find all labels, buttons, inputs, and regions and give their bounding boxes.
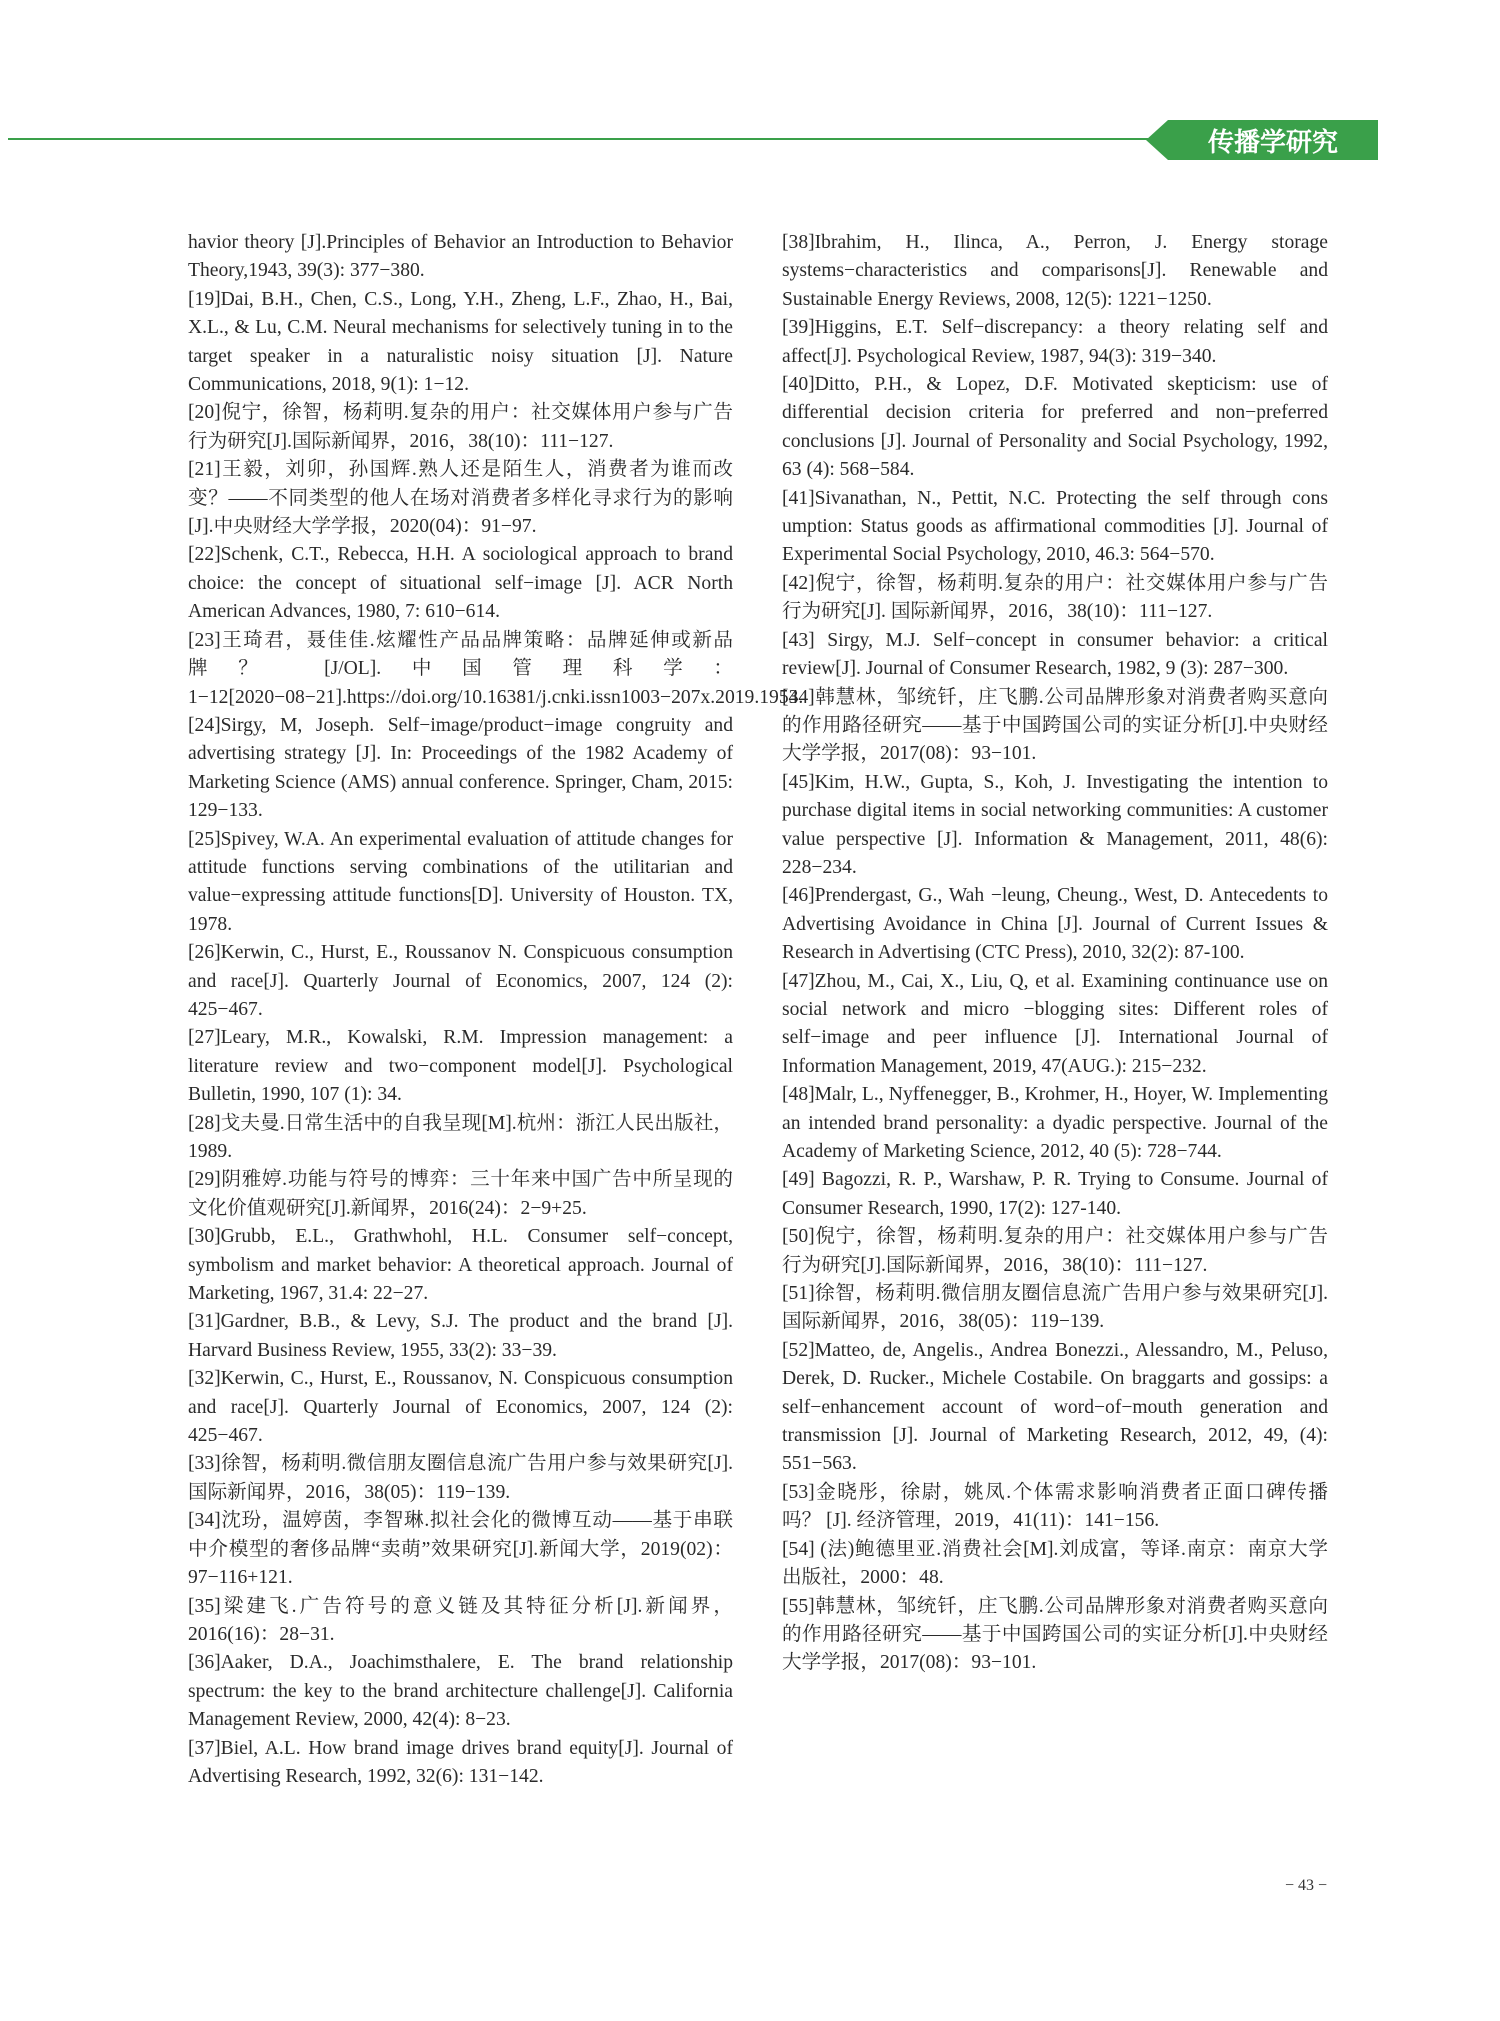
reference-entry: [52]Matteo, de, Angelis., Andrea Bonezzi., Alessandro, M., Peluso, Derek, D. Rucker., Michele Costabile. On braggarts and gossips: a self−enhancement account of word−of−mouth generation and transmission [J]. Journal of Marketing Research, 2012, 49, (4): 551−563.: [782, 1339, 1328, 1475]
header-rule: [8, 138, 1166, 140]
reference-entry: [23]王琦君，聂佳佳.炫耀性产品品牌策略：品牌延伸或新品牌？ [J/OL].中国管理科学：1−12[2020−08−21].https://doi.org/10.16381/j.cnki.issn1003−207x.2019.1953.: [188, 629, 804, 708]
reference-entry: [46]Prendergast, G., Wah −leung, Cheung., West, D. Antecedents to Advertising Avoidance in China [J]. Journal of Current Issues & Research in Advertising (CTC Press), 2010, 32(2): 87‐100.: [782, 885, 1328, 964]
reference-entry: [22]Schenk, C.T., Rebecca, H.H. A sociological approach to brand choice: the concept of situational self−image [J]. ACR North American Advances, 1980, 7: 610−614.: [188, 544, 733, 623]
references-right-column: [782, 229, 1328, 1678]
reference-entry: [42]倪宁，徐智，杨莉明.复杂的用户：社交媒体用户参与广告行为研究[J]. 国际新闻界，2016，38(10)：111−127.: [782, 572, 1328, 623]
section-tab: [1168, 120, 1378, 160]
reference-entry: [30]Grubb, E.L., Grathwhohl, H.L. Consumer self−concept, symbolism and market behavior: A theoretical approach. Journal of Marketing, 1967, 31.4: 22−27.: [188, 1226, 733, 1305]
section-title: 传播学研究: [1207, 127, 1338, 158]
reference-entry: [55]韩慧林，邹统钎，庄飞鹏.公司品牌形象对消费者购买意向的作用路径研究——基于中国跨国公司的实证分析[J].中央财经大学学报，2017(08)：93−101.: [782, 1595, 1328, 1674]
reference-entry: havior theory [J].Principles of Behavior an Introduction to Behavior Theory,1943, 39(3): 377−380.: [188, 232, 733, 282]
page-number: − 43 −: [1285, 1877, 1328, 1894]
reference-entry: [43] Sirgy, M.J. Self−concept in consumer behavior: a critical review[J]. Journal of Consumer Research, 1982, 9 (3): 287−300.: [782, 629, 1328, 680]
reference-entry: [41]Sivanathan, N., Pettit, N.C. Protecting the self through cons umption: Status goods as affirmational commodities [J]. Journal of Experimental Social Psychology, 2010, 46.3: 564−570.: [782, 487, 1328, 566]
reference-entry: [20]倪宁，徐智，杨莉明.复杂的用户：社交媒体用户参与广告行为研究[J].国际新闻界，2016，38(10)：111−127.: [188, 402, 733, 452]
reference-entry: [40]Ditto, P.H., & Lopez, D.F. Motivated skepticism: use of differential decision criteria for preferred and non−preferred conclusions [J]. Journal of Personality and Social Psychology, 1992, 63 (4): 568−584.: [782, 374, 1328, 481]
reference-entry: [53]金晓彤，徐尉，姚凤.个体需求影响消费者正面口碑传播吗？ [J]. 经济管理，2019，41(11)：141−156.: [782, 1481, 1328, 1532]
reference-entry: [19]Dai, B.H., Chen, C.S., Long, Y.H., Zheng, L.F., Zhao, H., Bai, X.L., & Lu, C.M. Neural mechanisms for selectively tuning in to the target speaker in a naturalistic noisy situation [J]. Nature Communications, 2018, 9(1): 1−12.: [188, 288, 733, 396]
reference-entry: [21]王毅，刘卯，孙国辉.熟人还是陌生人，消费者为谁而改变？——不同类型的他人在场对消费者多样化寻求行为的影响[J].中央财经大学学报，2020(04)：91−97.: [188, 459, 733, 538]
reference-entry: [45]Kim, H.W., Gupta, S., Koh, J. Investigating the intention to purchase digital items in social networking communities: A customer value perspective [J]. Information & Management, 2011, 48(6): 228−234.: [782, 771, 1328, 878]
reference-entry: [35]梁建飞.广告符号的意义链及其特征分析[J].新闻界，2016(16)：28−31.: [188, 1595, 733, 1645]
reference-entry: [33]徐智，杨莉明.微信朋友圈信息流广告用户参与效果研究[J].国际新闻界，2016，38(05)：119−139.: [188, 1453, 733, 1503]
reference-entry: [37]Biel, A.L. How brand image drives brand equity[J]. Journal of Advertising Research, 1992, 32(6): 131−142.: [188, 1737, 733, 1787]
reference-entry: [36]Aaker, D.A., Joachimsthalere, E. The brand relationship spectrum: the key to the brand architecture challenge[J]. California Management Review, 2000, 42(4): 8−23.: [188, 1652, 733, 1731]
reference-entry: [50]倪宁，徐智，杨莉明.复杂的用户：社交媒体用户参与广告行为研究[J].国际新闻界，2016，38(10)：111−127.: [782, 1226, 1328, 1276]
reference-entry: [38]Ibrahim, H., Ilinca, A., Perron, J. Energy storage systems−characteristics and comparisons[J]. Renewable and Sustainable Energy Reviews, 2008, 12(5): 1221−1250.: [782, 232, 1328, 310]
reference-entry: [24]Sirgy, M, Joseph. Self−image/product−image congruity and advertising strategy [J]. In: Proceedings of the 1982 Academy of Marketing Science (AMS) annual conference. Springer, Cham, 2015: 129−133.: [188, 714, 733, 822]
reference-entry: [39]Higgins, E.T. Self−discrepancy: a theory relating self and affect[J]. Psychological Review, 1987, 94(3): 319−340.: [782, 317, 1328, 367]
references-left-column: [188, 229, 804, 1791]
reference-entry: [28]戈夫曼.日常生活中的自我呈现[M].杭州：浙江人民出版社，1989.: [188, 1112, 733, 1162]
reference-entry: [26]Kerwin, C., Hurst, E., Roussanov N. Conspicuous consumption and race[J]. Quarterly Journal of Economics, 2007, 124 (2): 425−467.: [188, 942, 733, 1020]
reference-entry: [49] Bagozzi, R. P., Warshaw, P. R. Trying to Consume. Journal of Consumer Research, 1990, 17(2): 127‐140.: [782, 1169, 1328, 1219]
reference-entry: [44]韩慧林，邹统钎，庄飞鹏.公司品牌形象对消费者购买意向的作用路径研究——基于中国跨国公司的实证分析[J].中央财经大学学报，2017(08)：93−101.: [782, 686, 1328, 765]
reference-entry: [48]Malr, L., Nyffenegger, B., Krohmer, H., Hoyer, W. Implementing an intended brand personality: a dyadic perspective. Journal of the Academy of Marketing Science, 2012, 40 (5): 728−744.: [782, 1084, 1328, 1162]
reference-entry: [34]沈玢，温婷茵，李智琳.拟社会化的微博互动——基于串联中介模型的奢侈品牌“卖萌”效果研究[J].新闻大学，2019(02)：97−116+121.: [188, 1510, 734, 1589]
reference-entry: [27]Leary, M.R., Kowalski, R.M. Impression management: a literature review and two−component model[J]. Psychological Bulletin, 1990, 107 (1): 34.: [188, 1027, 733, 1106]
reference-entry: [51]徐智，杨莉明.微信朋友圈信息流广告用户参与效果研究[J].国际新闻界，2016，38(05)：119−139.: [782, 1283, 1328, 1333]
reference-entry: [47]Zhou, M., Cai, X., Liu, Q, et al. Examining continuance use on social network and micro −blogging sites: Different roles of self−image and peer influence [J]. International Journal of Information Management, 2019, 47(AUG.): 215−232.: [782, 970, 1328, 1077]
reference-entry: [54] (法)鲍德里亚.消费社会[M].刘成富，等译.南京：南京大学出版社，2000：48.: [782, 1538, 1328, 1589]
reference-entry: [31]Gardner, B.B., & Levy, S.J. The product and the brand [J]. Harvard Business Review, 1955, 33(2): 33−39.: [188, 1311, 733, 1361]
reference-entry: [32]Kerwin, C., Hurst, E., Roussanov, N. Conspicuous consumption and race[J]. Quarterly Journal of Economics, 2007, 124 (2): 425−467.: [188, 1368, 733, 1447]
reference-entry: [25]Spivey, W.A. An experimental evaluation of attitude changes for attitude functions serving combinations of the utilitarian and value−expressing attitude functions[D]. University of Houston. TX, 1978.: [188, 828, 733, 935]
reference-entry: [29]阴雅婷.功能与符号的博弈：三十年来中国广告中所呈现的文化价值观研究[J].新闻界，2016(24)：2−9+25.: [188, 1169, 733, 1219]
